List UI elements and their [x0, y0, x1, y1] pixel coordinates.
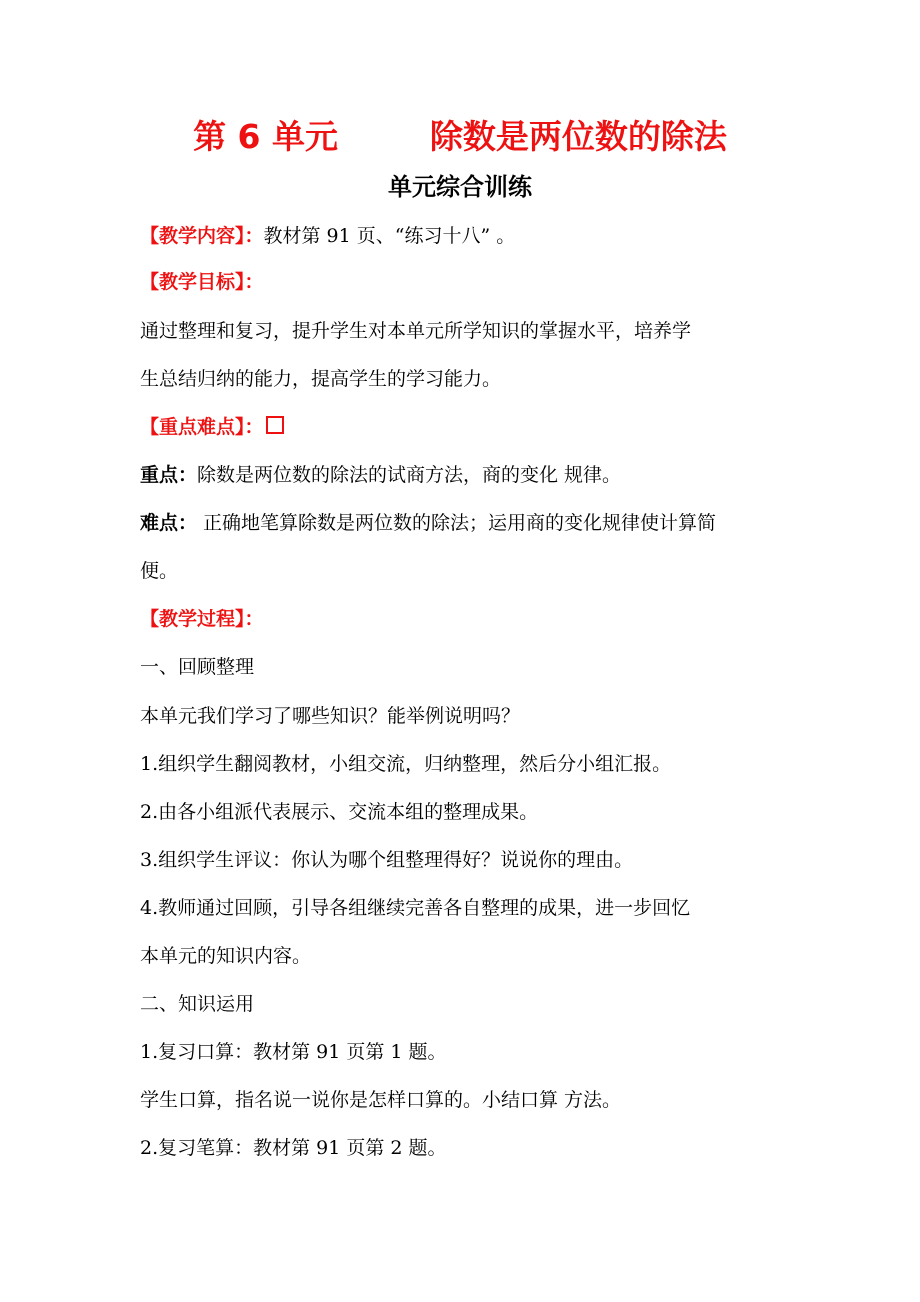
- empty-box-icon: [266, 416, 284, 434]
- apply-item-1-detail: 学生口算，指名说一说你是怎样口算的。小结口算 方法。: [140, 1089, 622, 1111]
- review-question: 本单元我们学习了哪些知识？能举例说明吗？: [140, 705, 521, 727]
- teaching-goal-text-2: 生总结归纳的能力，提高学生的学习能力。: [140, 368, 502, 390]
- review-item-2: 2.由各小组派代表展示、交流本组的整理成果。: [140, 801, 539, 823]
- apply-item-2: 2.复习笔算：教材第 91 页第 2 题。: [140, 1137, 447, 1159]
- difficult-point-continuation: 便。: [140, 560, 179, 582]
- review-item-3: 3.组织学生评议：你认为哪个组整理得好？说说你的理由。: [140, 849, 634, 871]
- teaching-content-label: 【教学内容】：: [140, 225, 264, 247]
- review-heading: 一、回顾整理: [140, 656, 255, 678]
- teaching-goal-text-1: 通过整理和复习，提升学生对本单元所学知识的掌握水平，培养学: [140, 320, 692, 342]
- key-point-label: 重点：: [140, 464, 198, 486]
- apply-item-1: 1.复习口算：教材第 91 页第 1 题。: [140, 1041, 447, 1063]
- teaching-goal-line: [140, 269, 264, 295]
- unit-title: 第 6 单元 除数是两位数的除法: [193, 117, 727, 156]
- review-item-1: 1.组织学生翻阅教材，小组交流，归纳整理，然后分小组汇报。: [140, 753, 672, 775]
- key-point-text: 除数是两位数的除法的试商方法，商的变化 规律。: [197, 464, 622, 486]
- teaching-content-line: [140, 223, 515, 249]
- difficult-point-label: 难点：: [140, 512, 198, 534]
- apply-heading: 二、知识运用: [140, 993, 255, 1015]
- teaching-content-text: 教材第 91 页、“练习十八” 。: [263, 225, 516, 247]
- unit-subtitle: 单元综合训练: [388, 173, 532, 201]
- key-difficult-line: [140, 414, 284, 440]
- teaching-process-label: 【教学过程】：: [140, 608, 264, 630]
- teaching-process-line: [140, 606, 264, 632]
- key-point-line: [140, 462, 621, 488]
- key-difficult-label: 【重点难点】：: [140, 416, 264, 438]
- review-item-4-line-1: 4.教师通过回顾，引导各组继续完善各自整理的成果，进一步回忆: [140, 897, 691, 919]
- review-item-4-line-2: 本单元的知识内容。: [140, 945, 312, 967]
- difficult-point-line: [140, 510, 716, 536]
- difficult-point-text: 正确地笔算除数是两位数的除法；运用商的变化规律使计算简: [197, 512, 717, 534]
- teaching-goal-label: 【教学目标】：: [140, 271, 264, 293]
